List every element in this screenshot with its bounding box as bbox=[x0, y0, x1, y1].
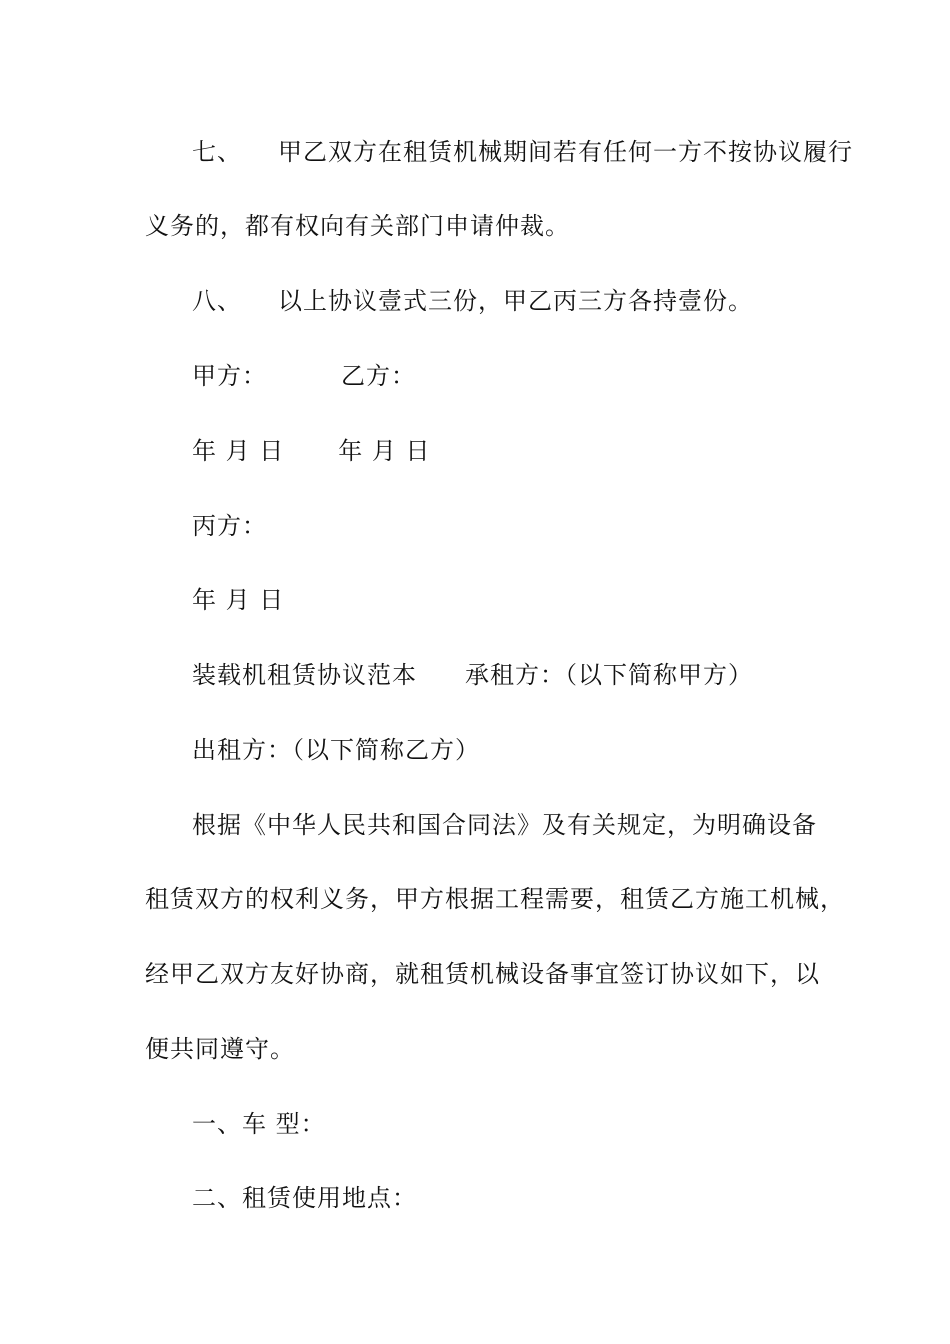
document-title: 装载机租赁协议范本 bbox=[192, 661, 417, 689]
party-b-date: 年 月 日 bbox=[338, 437, 431, 465]
preamble-line-1: 根据《中华人民共和国合同法》及有关规定，为明确设备 bbox=[192, 811, 817, 839]
signature-dates bbox=[192, 436, 431, 466]
lessee-label: 承租方：（以下简称甲方） bbox=[465, 661, 753, 689]
preamble-line-3: 经甲乙双方友好协商，就租赁机械设备事宜签订协议如下，以 bbox=[145, 960, 820, 988]
party-c-label: 丙方： bbox=[192, 512, 267, 540]
paragraph-8 bbox=[192, 286, 753, 316]
party-b-label: 乙方： bbox=[341, 362, 416, 390]
party-a-date: 年 月 日 bbox=[192, 437, 285, 465]
preamble-line-2: 租赁双方的权利义务，甲方根据工程需要，租赁乙方施工机械， bbox=[145, 885, 845, 913]
clause-text: 甲乙双方在租赁机械期间若有任何一方不按协议履行 bbox=[278, 138, 853, 166]
party-a-label: 甲方： bbox=[192, 362, 267, 390]
clause-number: 八、 bbox=[192, 287, 242, 315]
preamble-line-4: 便共同遵守。 bbox=[145, 1035, 295, 1063]
party-c-date: 年 月 日 bbox=[192, 586, 285, 614]
clause-number: 七、 bbox=[192, 138, 242, 166]
lessor-label: 出租方：（以下简称乙方） bbox=[192, 736, 480, 764]
item-1-vehicle-type: 一、车 型： bbox=[192, 1110, 326, 1138]
item-2-location: 二、租赁使用地点： bbox=[192, 1184, 417, 1212]
paragraph-7 bbox=[192, 137, 853, 167]
clause-text: 以上协议壹式三份，甲乙丙三方各持壹份。 bbox=[278, 287, 753, 315]
agreement-heading bbox=[192, 660, 753, 690]
signature-parties bbox=[192, 361, 416, 391]
paragraph-7-continued: 义务的，都有权向有关部门申请仲裁。 bbox=[145, 212, 570, 240]
